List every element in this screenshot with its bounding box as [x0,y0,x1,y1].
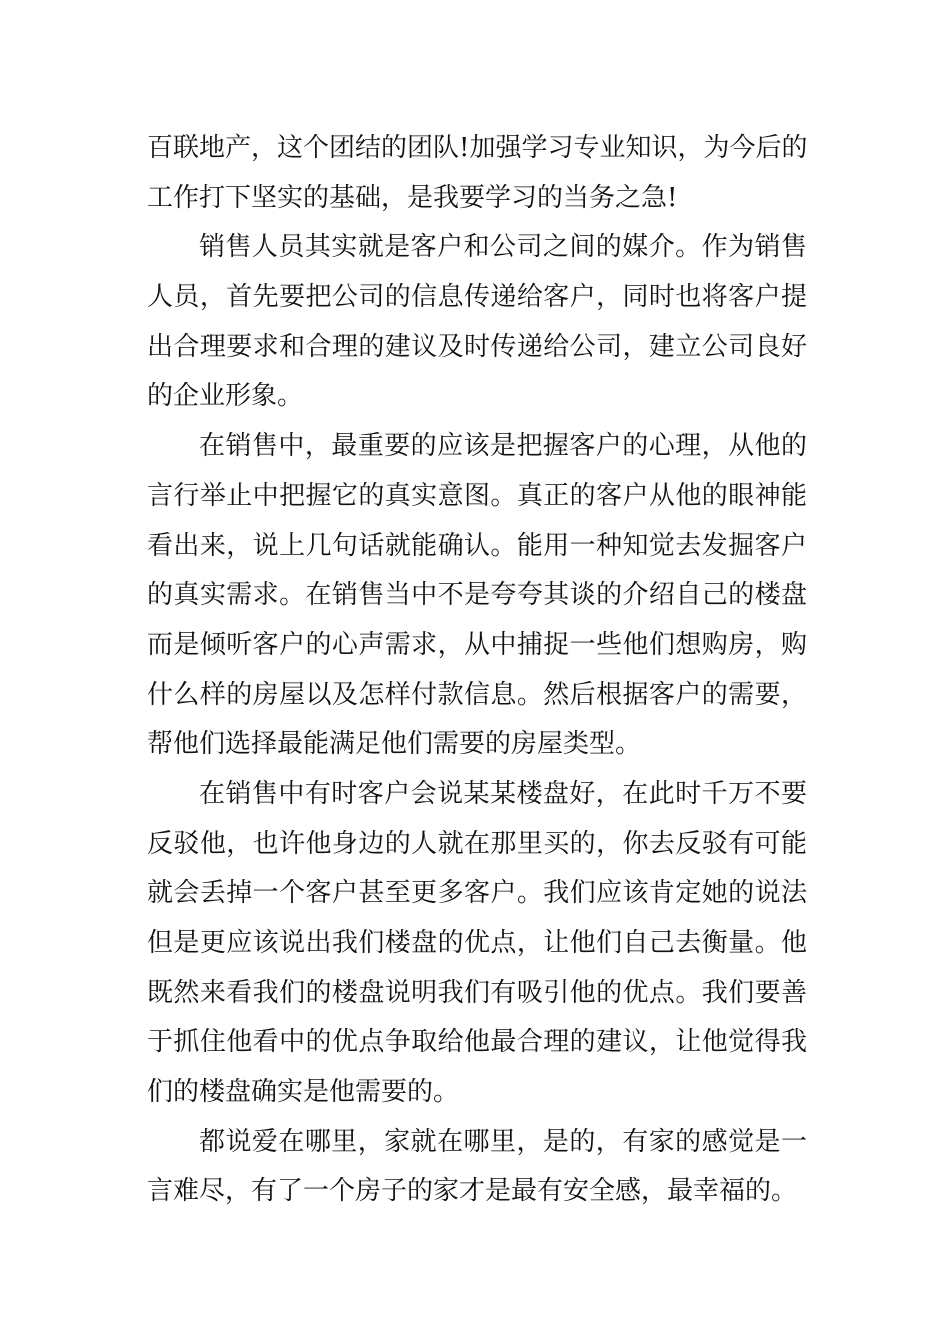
text-line: 的企业形象。 [147,381,304,412]
text-line: 们的楼盘确实是他需要的。 [147,1077,460,1108]
text-line: 工作打下坚实的基础，是我要学习的当务之急! [147,182,678,213]
text-line: 但是更应该说出我们楼盘的优点，让他们自己去衡量。他 [147,928,807,958]
text-line: 帮他们选择最能满足他们需要的房屋类型。 [147,729,642,760]
text-line: 反驳他，也许他身边的人就在那里买的，你去反驳有可能 [147,828,807,859]
text-line: 而是倾听客户的心声需求，从中捕捉一些他们想购房，购 [147,629,807,660]
paragraph [147,223,807,422]
text-line: 的真实需求。在销售当中不是夸夸其谈的介绍自己的楼盘 [147,580,807,611]
paragraph [147,422,807,770]
text-line: 销售人员其实就是客户和公司之间的媒介。作为销售 [199,232,807,263]
text-line: 言行举止中把握它的真实意图。真正的客户从他的眼神能 [147,480,807,511]
text-line: 于抓住他看中的优点争取给他最合理的建议，让他觉得我 [147,1027,807,1058]
text-line: 言难尽，有了一个房子的家才是最有安全感，最幸福的。 [147,1176,798,1207]
text-line: 在销售中有时客户会说某某楼盘好，在此时千万不要 [199,778,807,809]
text-line: 既然来看我们的楼盘说明我们有吸引他的优点。我们要善 [147,977,807,1008]
text-line: 什么样的房屋以及怎样付款信息。然后根据客户的需要， [147,679,807,710]
text-line: 出合理要求和合理的建议及时传递给公司，建立公司良好 [147,331,807,362]
paragraph [147,1118,807,1217]
document-body [147,124,807,1217]
text-line: 看出来，说上几句话就能确认。能用一种知觉去发掘客户 [147,530,807,561]
text-line: 都说爱在哪里，家就在哪里，是的，有家的感觉是一 [199,1126,807,1157]
text-line: 百联地产，这个团结的团队!加强学习专业知识，为今后的 [147,133,808,163]
text-line: 人员，首先要把公司的信息传递给客户，同时也将客户提 [147,282,807,313]
paragraph [147,770,807,1118]
text-line: 就会丢掉一个客户甚至更多客户。我们应该肯定她的说法 [147,878,807,909]
paragraph [147,124,807,223]
text-line: 在销售中，最重要的应该是把握客户的心理，从他的 [199,431,807,462]
